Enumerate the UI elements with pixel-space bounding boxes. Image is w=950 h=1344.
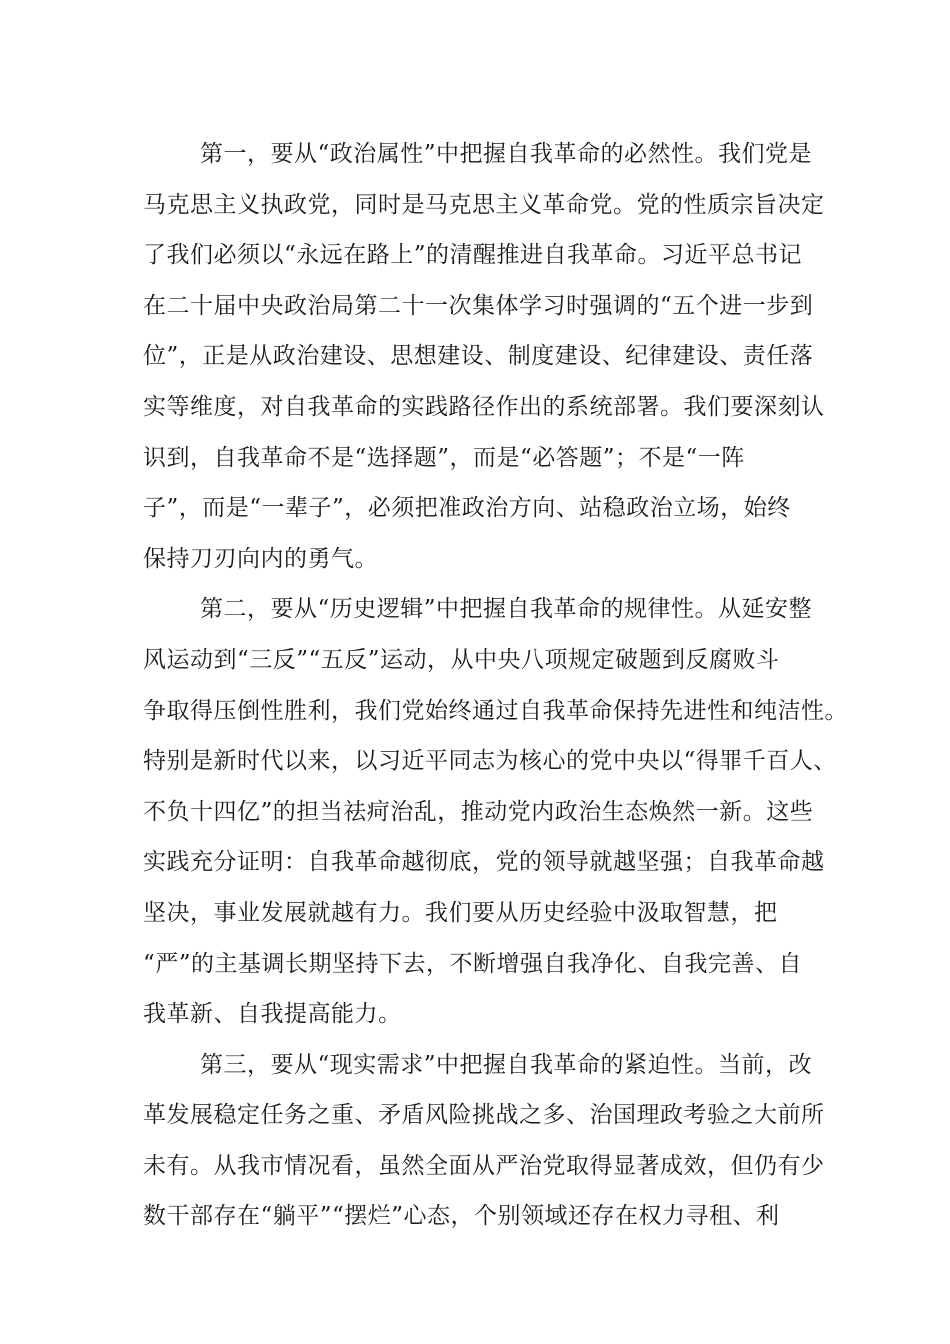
document-body xyxy=(143,129,848,1242)
paragraph-1-line-1: 第一，要从“政治属性”中把握自我革命的必然性。我们党是 xyxy=(200,141,813,167)
paragraph-1-line-4: 在二十届中央政治局第二十一次集体学习时强调的“五个进一步到 xyxy=(143,292,814,319)
paragraph-2-line-9: 我革新、自我提高能力。 xyxy=(143,1001,402,1028)
paragraph-1-line-8: 子”，而是“一辈子”，必须把准政治方向、站稳政治立场，始终 xyxy=(143,495,791,522)
paragraph-2-line-7: 坚决，事业发展就越有力。我们要从历史经验中汲取智慧，把 xyxy=(143,899,778,926)
paragraph-2-line-6: 实践充分证明：自我革命越彻底，党的领导就越坚强；自我革命越 xyxy=(143,849,825,876)
paragraph-3-line-4: 数干部存在“躺平”“摆烂”心态，个别领域还存在权力寻租、利 xyxy=(143,1203,780,1230)
paragraph-1-line-9: 保持刀刃向内的勇气。 xyxy=(143,545,378,572)
paragraph-1-line-2: 马克思主义执政党，同时是马克思主义革命党。党的性质宗旨决定 xyxy=(143,191,825,218)
paragraph-2-line-8: “严”的主基调长期坚持下去，不断增强自我净化、自我完善、自 xyxy=(143,950,803,977)
paragraph-2-line-2: 风运动到“三反”“五反”运动，从中央八项规定破题到反腐败斗 xyxy=(143,646,780,673)
paragraph-2-line-1: 第二，要从“历史逻辑”中把握自我革命的规律性。从延安整 xyxy=(200,596,813,623)
paragraph-1-line-7: 识到，自我革命不是“选择题”，而是“必答题”；不是“一阵 xyxy=(143,444,745,471)
paragraph-1-line-5: 位”，正是从政治建设、思想建设、制度建设、纪律建设、责任落 xyxy=(143,343,814,370)
paragraph-2-line-5: 不负十四亿”的担当祛疴治乱，推动党内政治生态焕然一新。这些 xyxy=(143,798,814,825)
paragraph-1-line-6: 实等维度，对自我革命的实践路径作出的系统部署。我们要深刻认 xyxy=(143,393,825,420)
paragraph-3-line-2: 革发展稳定任务之重、矛盾风险挑战之多、治国理政考验之大前所 xyxy=(143,1102,825,1129)
paragraph-3-line-1: 第三，要从“现实需求”中把握自我革命的紧迫性。当前，改 xyxy=(200,1051,813,1078)
paragraph-2-line-4: 特别是新时代以来，以习近平同志为核心的党中央以“得罪千百人、 xyxy=(143,748,837,775)
paragraph-3-line-3: 未有。从我市情况看，虽然全面从严治党取得显著成效，但仍有少 xyxy=(143,1152,825,1179)
paragraph-2-line-3: 争取得压倒性胜利，我们党始终通过自我革命保持先进性和纯洁性。 xyxy=(143,697,848,724)
paragraph-1-line-3: 了我们必须以“永远在路上”的清醒推进自我革命。习近平总书记 xyxy=(143,242,803,269)
